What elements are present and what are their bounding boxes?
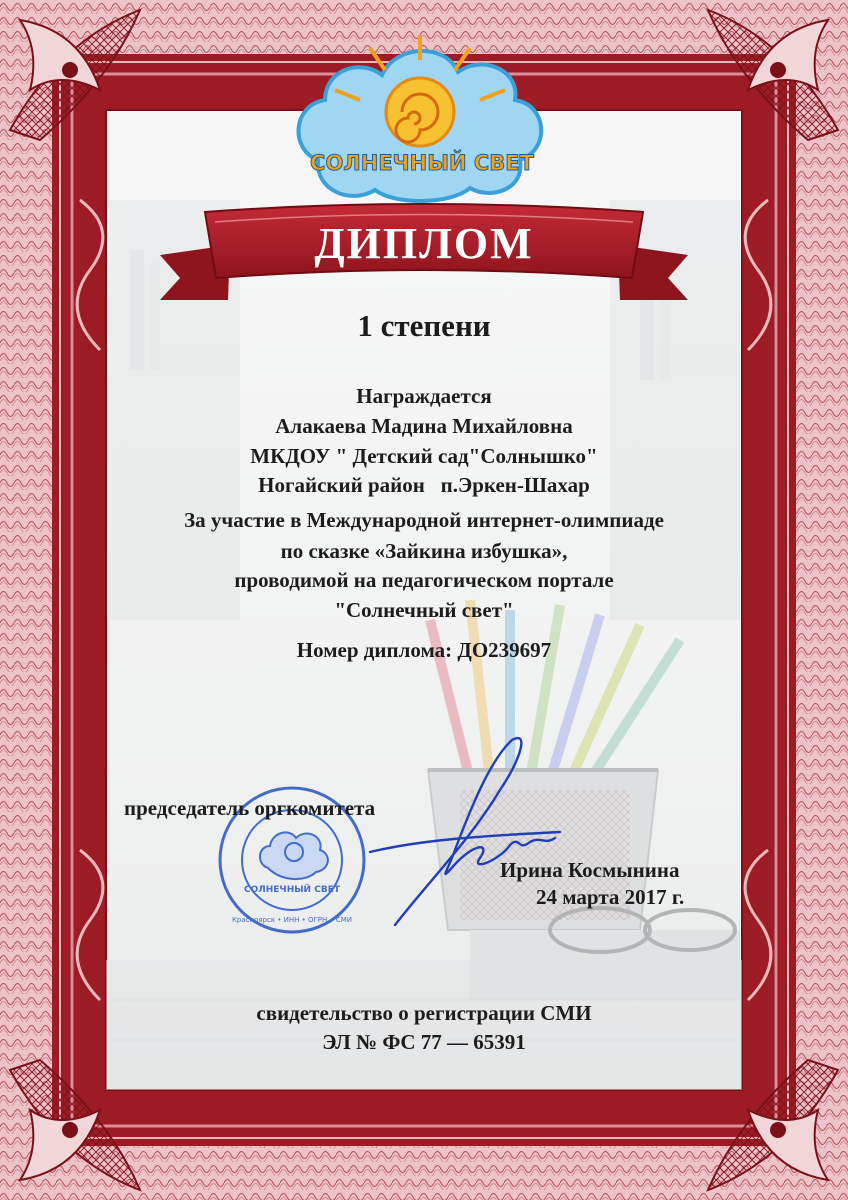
signer-name: Ирина Космынина: [500, 858, 680, 882]
award-portal-line: проводимой на педагогическом портале: [234, 568, 614, 592]
award-institution: МКДОУ " Детский сад"Солнышко": [250, 444, 598, 468]
award-reason: За участие в Международной интернет-олимпиаде: [184, 508, 664, 532]
chairman-title: председатель оргкомитета: [124, 796, 376, 820]
award-recipient: Алакаева Мадина Михайловна: [275, 414, 573, 438]
issue-date: 24 марта 2017 г.: [536, 885, 685, 909]
registration-line-1: свидетельство о регистрации СМИ: [256, 1001, 592, 1025]
logo-text: СОЛНЕЧНЫЙ СВЕТ: [310, 151, 534, 175]
award-portal-name: "Солнечный свет": [334, 598, 514, 622]
award-location: Ногайский район п.Эркен-Шахар: [258, 473, 590, 497]
registration-number: ЭЛ № ФС 77 — 65391: [322, 1030, 526, 1054]
stamp-center-text: СОЛНЕЧНЫЙ СВЕТ: [244, 885, 340, 895]
award-line-1: Награждается: [356, 384, 492, 408]
diploma-number: Номер диплома: ДО239697: [296, 638, 552, 662]
diploma-title: ДИПЛОМ: [314, 219, 534, 268]
award-fairy-tale: по сказке «Зайкина избушка»,: [280, 539, 568, 563]
diploma-degree: 1 степени: [357, 308, 491, 343]
stamp-ring-text: Красноярск • ИНН • ОГРН • СМИ: [231, 916, 353, 924]
